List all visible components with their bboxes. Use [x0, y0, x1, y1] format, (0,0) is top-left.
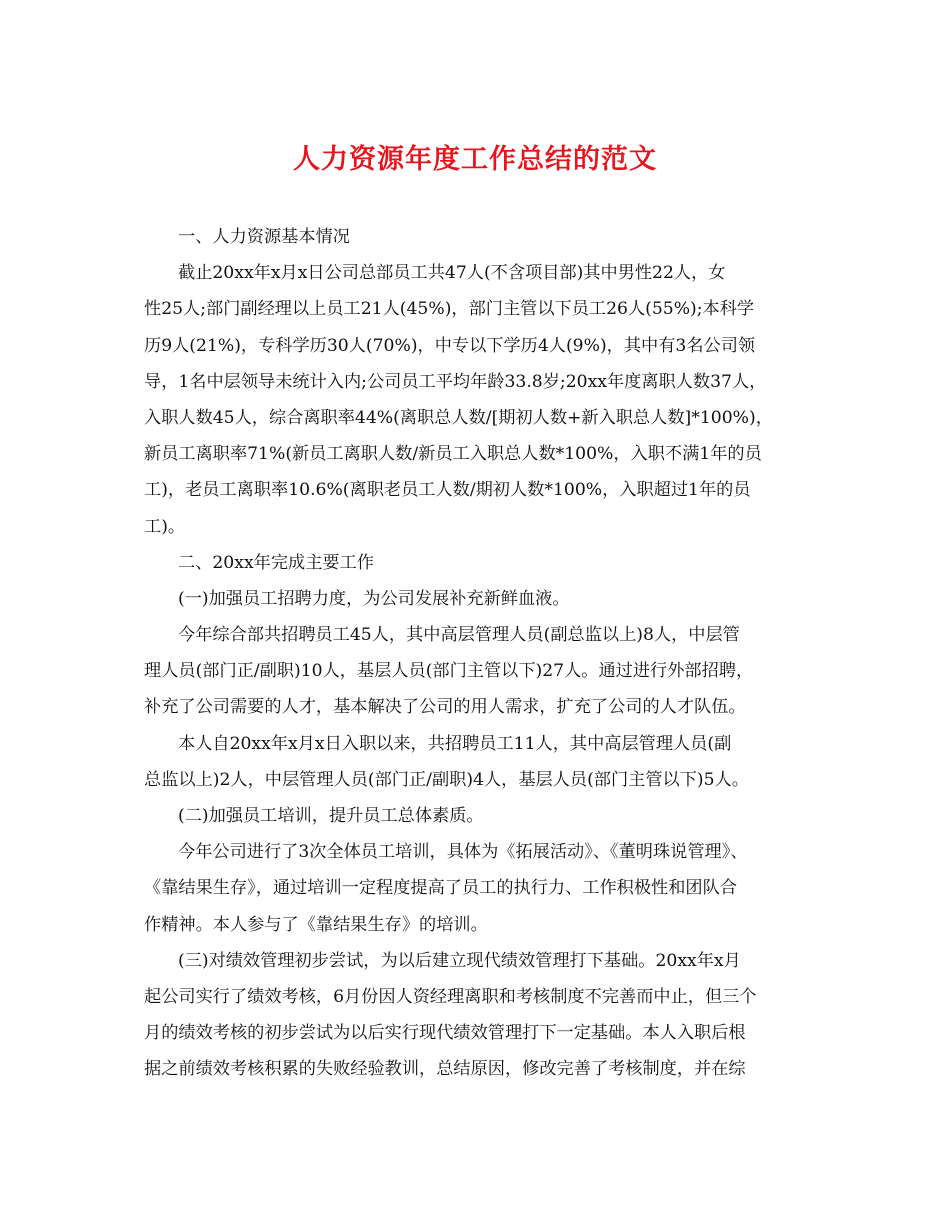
paragraph-line: 截止20xx年x月x日公司总部员工共47人(不含项目部)其中男性22人，女: [178, 263, 726, 284]
paragraph-line: 入职人数45人，综合离职率44%(离职总人数/[期初人数+新入职总人数]*100%)，: [144, 407, 773, 428]
paragraph-line: 作精神。本人参与了《靠结果生存》的培训。: [144, 914, 488, 935]
paragraph-line: 本人自20xx年x月x日入职以来，共招聘员工11人，其中高层管理人员(副: [178, 733, 732, 754]
document-body: [144, 219, 834, 1088]
paragraph-line: 理人员(部门正/副职)10人，基层人员(部门主管以下)27人。通过进行外部招聘，: [144, 661, 754, 682]
paragraph-line: 性25人;部门副经理以上员工21人(45%)，部门主管以下员工26人(55%);本科学: [144, 299, 755, 320]
paragraph-line: 工)，老员工离职率10.6%(离职老员工人数/期初人数*100%，入职超过1年的员: [144, 480, 751, 501]
document-title: 人力资源年度工作总结的范文: [293, 144, 657, 175]
paragraph-line: 一、人力资源基本情况: [178, 227, 350, 247]
paragraph-line: 起公司实行了绩效考核，6月份因人资经理离职和考核制度不完善而中止，但三个: [144, 986, 757, 1007]
paragraph-line: 新员工离职率71%(新员工离职人数/新员工入职总人数*100%，入职不满1年的员: [144, 444, 762, 465]
paragraph-line: 二、20xx年完成主要工作: [178, 552, 374, 573]
paragraph-line: 《靠结果生存》，通过培训一定程度提高了员工的执行力、工作积极性和团队合: [144, 878, 737, 899]
paragraph-line: (一)加强员工招聘力度，为公司发展补充新鲜血液。: [178, 588, 570, 609]
paragraph-line: 总监以上)2人，中层管理人员(部门正/副职)4人，基层人员(部门主管以下)5人。: [144, 769, 749, 790]
paragraph-line: 导，1名中层领导未统计入内;公司员工平均年龄33.8岁;20xx年度离职人数37人，: [144, 371, 767, 392]
paragraph-line: 今年综合部共招聘员工45人，其中高层管理人员(副总监以上)8人，中层管: [178, 625, 740, 646]
paragraph-line: 工)。: [144, 516, 186, 537]
paragraph-line: 月的绩效考核的初步尝试为以后实行现代绩效管理打下一定基础。本人入职后根: [144, 1023, 746, 1044]
paragraph-line: (二)加强员工培训，提升员工总体素质。: [178, 806, 484, 826]
paragraph-line: (三)对绩效管理初步尝试，为以后建立现代绩效管理打下基础。20xx年x月: [178, 950, 741, 971]
paragraph-line: 补充了公司需要的人才，基本解决了公司的用人需求，扩充了公司的人才队伍。: [144, 697, 746, 718]
paragraph-line: 据之前绩效考核积累的失败经验教训，总结原因，修改完善了考核制度，并在综: [144, 1059, 746, 1080]
paragraph-line: 历9人(21%)，专科学历30人(70%)，中专以下学历4人(9%)，其中有3名公司领: [144, 335, 756, 356]
paragraph-line: 今年公司进行了3次全体员工培训，具体为《拓展活动》、《董明珠说管理》、: [178, 842, 748, 863]
